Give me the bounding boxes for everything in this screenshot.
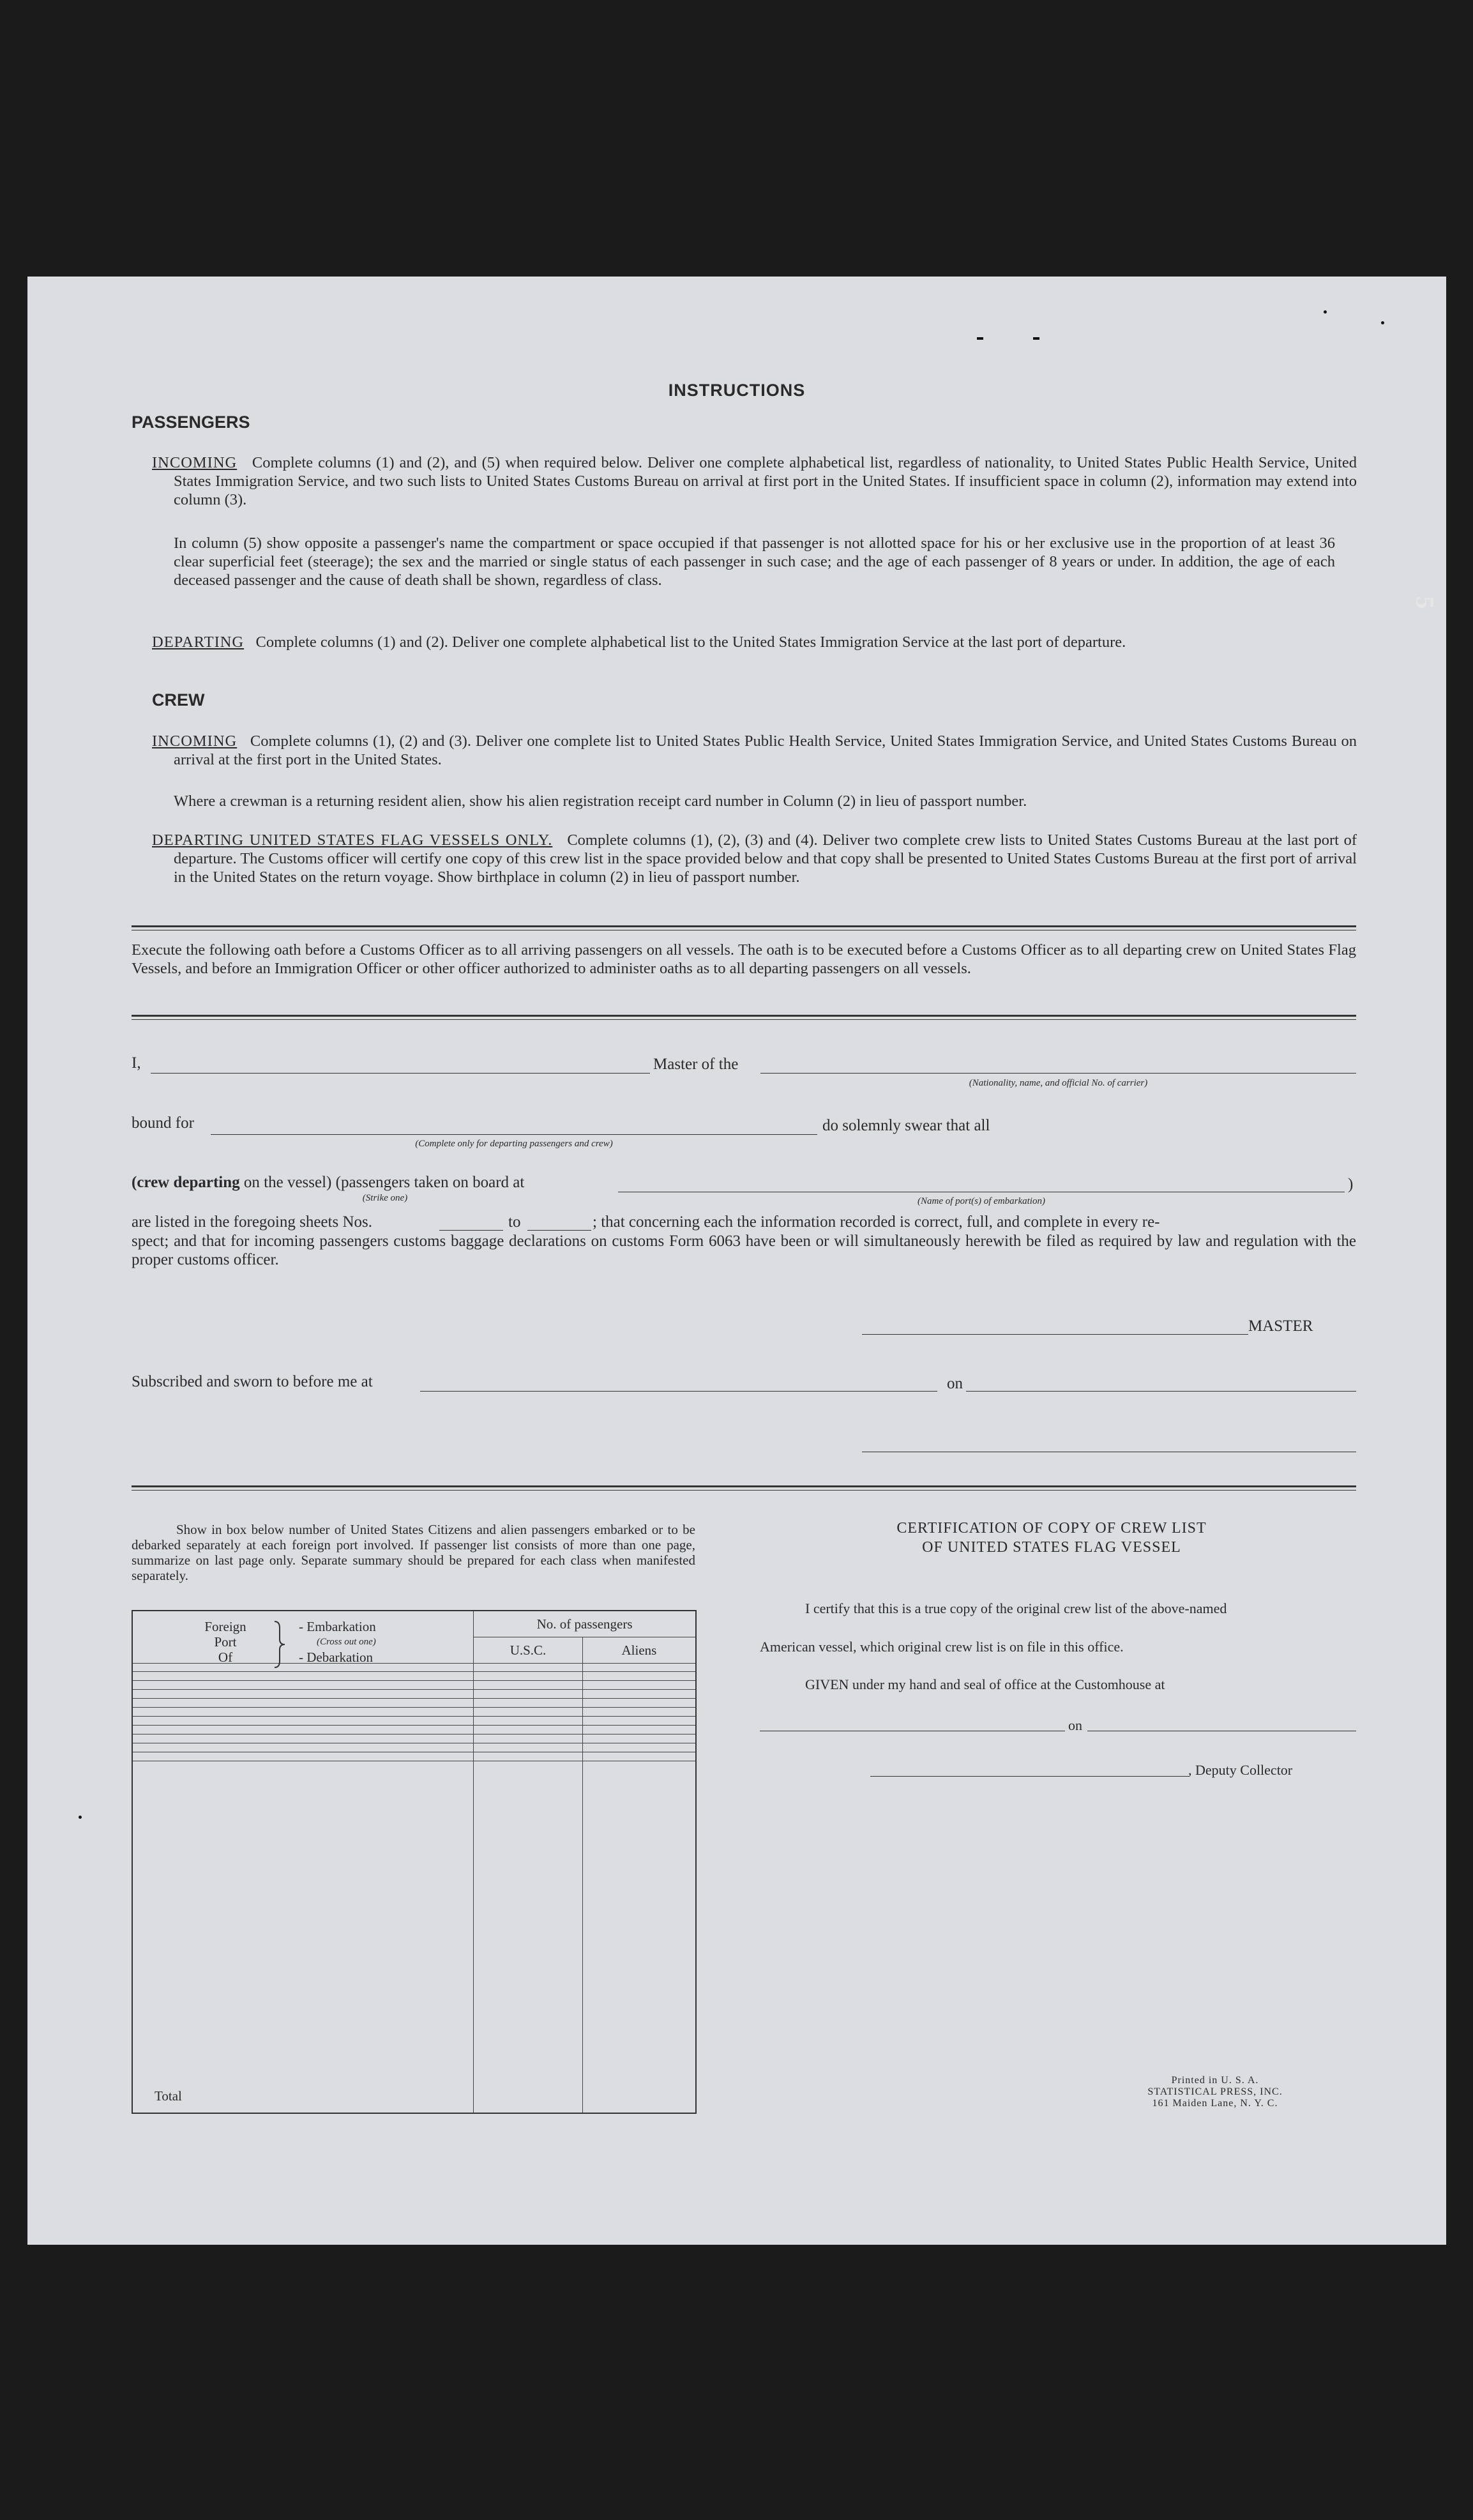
aliens-cell[interactable]: [582, 1681, 696, 1690]
flag-vessels-label: DEPARTING UNITED STATES FLAG VESSELS ONLY.: [152, 831, 553, 849]
table-row: [132, 1708, 696, 1717]
divider: [132, 1485, 1356, 1491]
aliens-cell[interactable]: [582, 1743, 696, 1752]
oath-intro: Execute the following oath before a Customs Officer as to all arriving passengers on all vessels. The oath is to be executed before a Customs Officer as to all departing crew on United States Flag Vessels, and before an Immigration Officer or other officer authorized to administer oaths as to all departing passengers on all vessels.: [132, 941, 1356, 977]
usc-header: U.S.C.: [474, 1637, 583, 1663]
aliens-cell[interactable]: [582, 1672, 696, 1681]
sheets-label: are listed in the foregoing sheets Nos.: [132, 1213, 372, 1231]
certify-on-label: on: [1068, 1717, 1082, 1733]
printer-line-1: Printed in U. S. A.: [1171, 2075, 1259, 2086]
form-page: [27, 277, 1446, 2245]
foreign-label: Foreign: [204, 1619, 246, 1634]
departing-label: DEPARTING: [152, 634, 245, 651]
departing-text: Complete columns (1) and (2). Deliver one complete alphabetical list to the United States Immigration Service at the last port of departure.: [255, 634, 1126, 651]
aliens-cell[interactable]: [582, 1726, 696, 1734]
certification-title-2: OF UNITED STATES FLAG VESSEL: [922, 1539, 1181, 1556]
usc-cell[interactable]: [474, 1681, 583, 1690]
deputy-signature-field[interactable]: [870, 1776, 1190, 1777]
usc-cell[interactable]: [474, 1752, 583, 1761]
bound-for-label: bound for: [132, 1114, 194, 1132]
flag-vessels-text: Complete columns (1), (2), (3) and (4). Deliver two complete crew lists to United States Customs Bureau at the last port of departure. The Customs officer will certify one copy of this crew list in the space provided below and that copy shall be presented to United States Customs Bureau at the first port of arrival in the United States on the return voyage. Show birthplace in column (2) in lieu of passport number.: [174, 831, 1357, 886]
crewman-paragraph: Where a crewman is a returning resident alien, show his alien registration receipt card number in Column (2) in lieu of passport number.: [174, 793, 1027, 810]
port-cell[interactable]: [132, 1681, 474, 1690]
divider: [132, 925, 1356, 930]
crew-incoming-paragraph: [152, 732, 1357, 769]
port-label: Port: [214, 1634, 237, 1650]
of-label: Of: [218, 1650, 233, 1665]
brace-icon: [273, 1620, 292, 1669]
master-signature-label: MASTER: [1248, 1317, 1313, 1335]
divider: [132, 1015, 1356, 1020]
aliens-cell[interactable]: [582, 1690, 696, 1699]
table-row: [132, 1699, 696, 1708]
certification-title-1: CERTIFICATION OF COPY OF CREW LIST: [896, 1520, 1207, 1537]
certify-line-3: GIVEN under my hand and seal of office at the Customhouse at: [805, 1676, 1165, 1692]
aliens-cell[interactable]: [582, 1717, 696, 1726]
aliens-header: Aliens: [582, 1637, 696, 1663]
usc-cell[interactable]: [474, 1663, 583, 1672]
crew-incoming-label: INCOMING: [152, 732, 238, 750]
aliens-cell[interactable]: [582, 1752, 696, 1761]
debarkation-label: - Debarkation: [299, 1650, 374, 1665]
listed-text-2: spect; and that for incoming passengers customs baggage declarations on customs Form 6063 have been or will simultaneously herewith be filed as required by law and regulation with the proper customs officer.: [132, 1233, 1356, 1268]
flag-vessels-paragraph: [152, 831, 1357, 886]
table-row: [132, 1734, 696, 1743]
scan-speck: [1033, 337, 1039, 340]
incoming-label: INCOMING: [152, 454, 238, 471]
to-label: to: [508, 1213, 521, 1231]
embarkation-label: - Embarkation: [299, 1619, 376, 1634]
port-cell[interactable]: [132, 1743, 474, 1752]
port-cell[interactable]: [132, 1690, 474, 1699]
certify-line-2: American vessel, which original crew list is on file in this office.: [760, 1639, 1124, 1655]
sworn-on-label: on: [947, 1375, 963, 1392]
crew-incoming-text: Complete columns (1), (2) and (3). Deliver one complete list to United States Public Health Service, United States Immigration Service, and United States Customs Bureau on arrival at the first port in the United States.: [174, 732, 1357, 768]
passenger-summary-table: [132, 1610, 697, 2114]
scan-speck: [79, 1816, 82, 1819]
sheet-to-field[interactable]: [527, 1230, 591, 1231]
subscribed-label: Subscribed and sworn to before me at: [132, 1373, 373, 1390]
certify-line-1: I certify that this is a true copy of the original crew list of the above-named: [805, 1600, 1227, 1616]
scan-speck: [1381, 321, 1384, 324]
passengers-heading: PASSENGERS: [132, 413, 250, 432]
scan-speck: [1324, 310, 1327, 314]
usc-cell[interactable]: [474, 1717, 583, 1726]
port-header-cell: [132, 1611, 474, 1663]
usc-cell[interactable]: [474, 1743, 583, 1752]
on-vessel-label: on the vessel) (passengers taken on board at: [243, 1174, 525, 1191]
bound-for-caption: (Complete only for departing passengers and crew): [415, 1139, 613, 1149]
passengers-incoming-paragraph: [152, 453, 1357, 509]
scan-speck: [977, 337, 983, 340]
table-row: [132, 1681, 696, 1690]
usc-cell[interactable]: [474, 1734, 583, 1743]
summary-note: Show in box below number of United States Citizens and alien passengers embarked or to be debarked separately at each foreign port involved. If passenger list consists of more than one page, summarize on last page only. Separate summary should be prepared for each class when manifested separately.: [132, 1522, 695, 1583]
carrier-field[interactable]: [760, 1073, 1356, 1074]
table-row: [132, 1743, 696, 1752]
usc-cell[interactable]: [474, 1672, 583, 1681]
port-cell[interactable]: [132, 1726, 474, 1734]
port-cell[interactable]: [132, 1734, 474, 1743]
aliens-cell[interactable]: [582, 1663, 696, 1672]
printer-imprint: [1100, 2075, 1330, 2109]
bound-for-field[interactable]: [211, 1134, 817, 1135]
margin-mark: 5: [1410, 596, 1440, 609]
certification-title: [762, 1519, 1341, 1557]
sheet-from-field[interactable]: [439, 1230, 503, 1231]
sworn-place-field[interactable]: [420, 1391, 937, 1392]
swear-label: do solemnly swear that all: [822, 1117, 990, 1134]
port-cell[interactable]: [132, 1699, 474, 1708]
usc-cell[interactable]: [474, 1726, 583, 1734]
master-signature-field[interactable]: [862, 1334, 1248, 1335]
column5-paragraph: In column (5) show opposite a passenger's name the compartment or space occupied if that passenger is not allotted space for his or her exclusive use in the proportion of at least 36 clear superficial feet (steerage); the sex and the married or single status of each passenger in such case; and the age of each passenger of 8 years or under. In addition, the age of each deceased passenger and the cause of death shall be shown, regardless of class.: [174, 535, 1335, 589]
cross-out-caption: (Cross out one): [317, 1637, 376, 1647]
instructions-title: INSTRUCTIONS: [668, 381, 806, 400]
strike-caption: (Strike one): [362, 1193, 408, 1203]
oath-i-label: I,: [132, 1054, 141, 1072]
incoming-text: Complete columns (1) and (2), and (5) when required below. Deliver one complete alphabetical list, regardless of nationality, to United States Public Health Service, United States Immigration Service, and two such lists to United States Customs Bureau on arrival at first port in the United States. If insufficient space in column (2), information may extend into column (3).: [174, 454, 1357, 508]
aliens-cell[interactable]: [582, 1734, 696, 1743]
listed-text-1: ; that concerning each the information recorded is correct, full, and complete in every re-: [593, 1213, 1160, 1231]
carrier-caption: (Nationality, name, and official No. of carrier): [969, 1078, 1148, 1088]
port-cell[interactable]: [132, 1708, 474, 1717]
port-cell[interactable]: [132, 1752, 474, 1761]
port-caption: (Name of port(s) of embarkation): [918, 1196, 1045, 1206]
aliens-total-cell[interactable]: [582, 1761, 696, 2113]
table-row: [132, 1690, 696, 1699]
printer-line-2: STATISTICAL PRESS, INC.: [1147, 2086, 1283, 2097]
sworn-date-field[interactable]: [966, 1391, 1356, 1392]
passengers-departing-paragraph: [152, 633, 1357, 651]
port-cell[interactable]: [132, 1672, 474, 1681]
aliens-cell[interactable]: [582, 1708, 696, 1717]
master-of-label: Master of the: [653, 1056, 739, 1073]
deputy-collector-label: , Deputy Collector: [1188, 1762, 1293, 1778]
port-cell[interactable]: [132, 1717, 474, 1726]
usc-cell[interactable]: [474, 1708, 583, 1717]
table-row: [132, 1752, 696, 1761]
usc-cell[interactable]: [474, 1699, 583, 1708]
usc-cell[interactable]: [474, 1690, 583, 1699]
total-label: Total: [132, 1761, 474, 2113]
table-row: [132, 1672, 696, 1681]
total-row: [132, 1761, 696, 2113]
printer-line-3: 161 Maiden Lane, N. Y. C.: [1152, 2098, 1278, 2109]
no-of-passengers-header: No. of passengers: [474, 1611, 696, 1637]
vessel-line: [132, 1174, 524, 1192]
crew-heading: CREW: [152, 690, 205, 710]
table-row: [132, 1717, 696, 1726]
crew-departing-label: (crew departing: [132, 1174, 240, 1191]
usc-total-cell[interactable]: [474, 1761, 583, 2113]
close-paren: ): [1348, 1176, 1354, 1193]
table-row: [132, 1726, 696, 1734]
master-name-field[interactable]: [151, 1073, 650, 1074]
aliens-cell[interactable]: [582, 1699, 696, 1708]
